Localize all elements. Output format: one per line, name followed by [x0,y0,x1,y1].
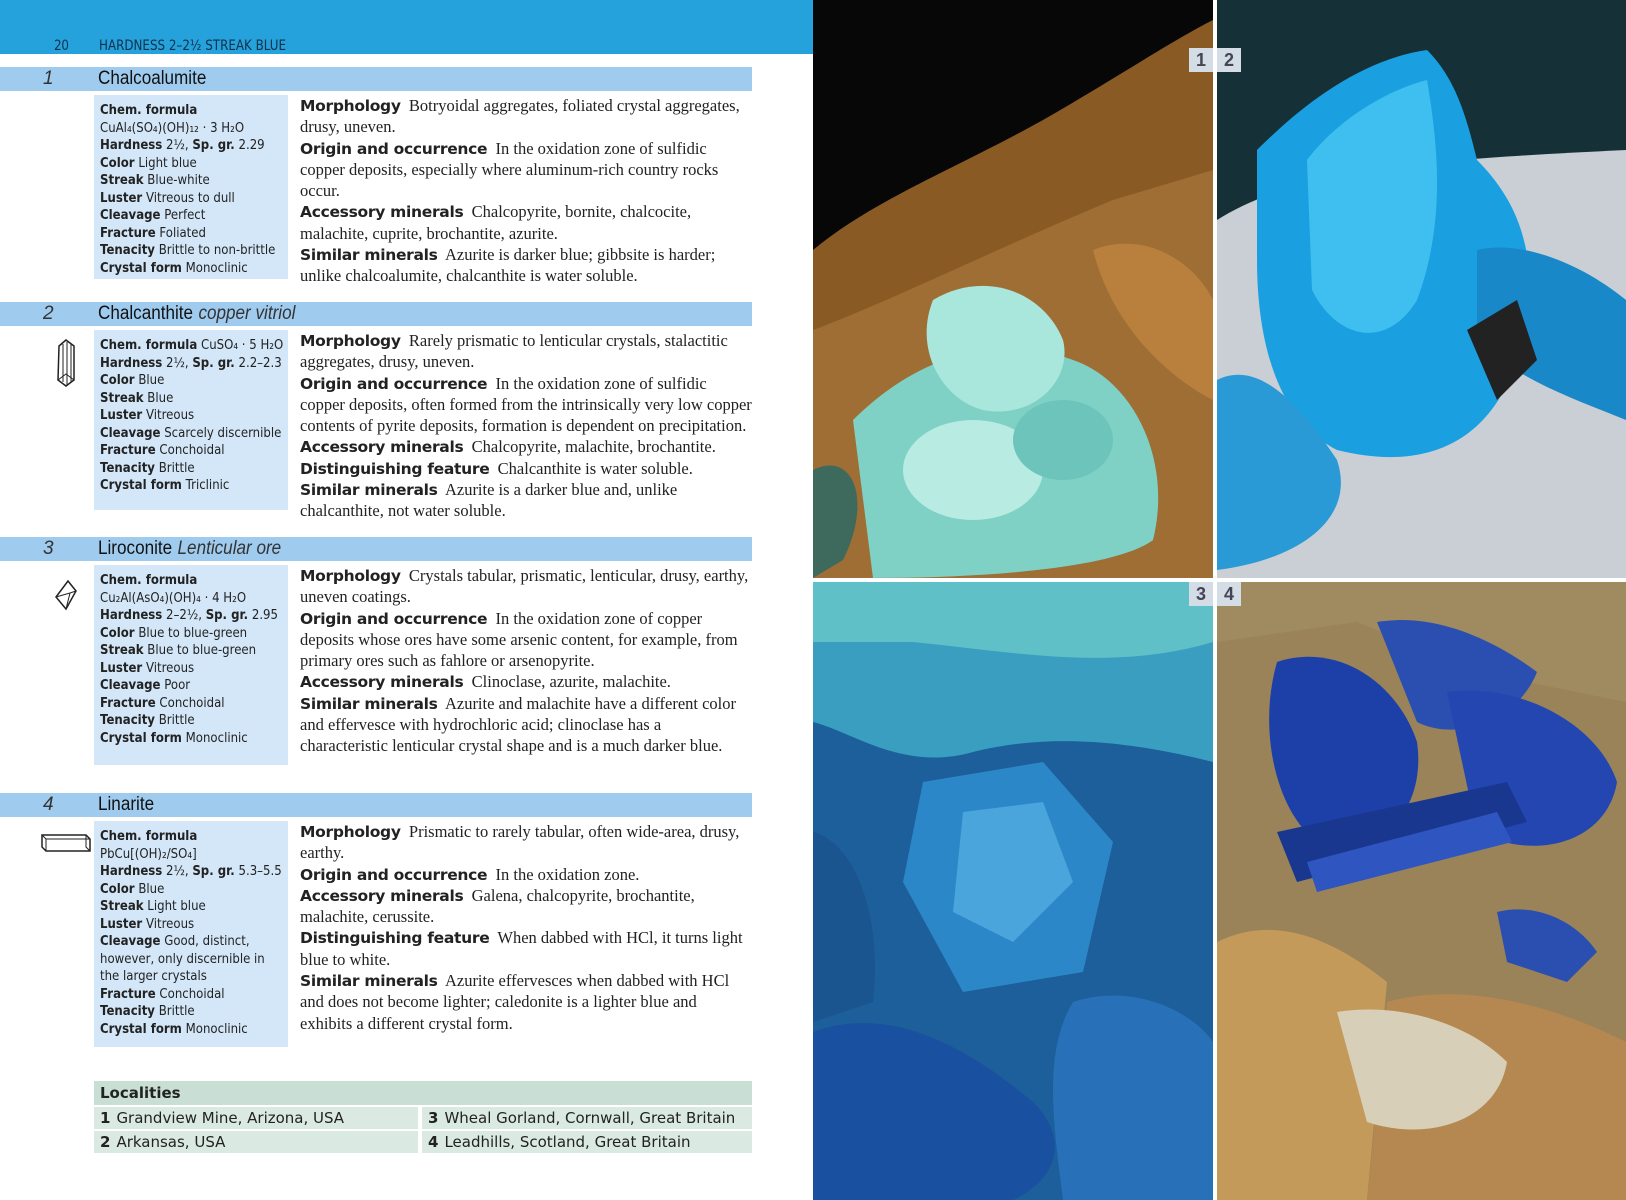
tenacity-line: Tenacity Brittle to non-brittle [100,242,276,258]
entry-number: 2 [43,303,54,324]
photo-linarite [1217,582,1626,1200]
data-box [94,95,288,279]
distinguishing-text: Distinguishing feature Chalcanthite is water soluble. [300,458,693,478]
cleavage-line: Cleavage Scarcely discernible [100,424,282,441]
morphology-text: Morphology Rarely prismatic to lenticular crystals, stalactitic aggregates, drusy, uneven. [300,331,728,372]
entry-title-bar [0,302,752,326]
description [300,330,752,522]
accessory-text: Accessory minerals Chalcopyrite, malachite, brochantite. [300,437,716,457]
color-line: Color Blue [100,880,165,897]
similar-text: Similar minerals Azurite effervesces when dabbed with HCl and does not become lighter; caledonite is a lighter blue and exhibits a different crystal form. [300,971,730,1033]
mineral-entry-linarite [0,793,752,1048]
accessory-text: Accessory minerals Chalcopyrite, bornite, chalcocite, malachite, cuprite, brochantite, azurite. [300,202,692,243]
tenacity-line: Tenacity Brittle [100,459,195,476]
origin-text: Origin and occurrence In the oxidation zone. [300,864,640,884]
entry-number: 1 [43,68,54,89]
locality-item: 1 Grandview Mine, Arizona, USA [94,1107,418,1129]
similar-text: Similar minerals Azurite and malachite have a different color and effervesce with hydrochloric acid; clinoclase has a characteristic lenticular crystal shape and is a much darker blue. [300,693,737,756]
locality-item: 4 Leadhills, Scotland, Great Britain [422,1131,752,1153]
alternate-name: copper vitriol [198,303,296,324]
origin-text: Origin and occurrence In the oxidation zone of sulfidic copper deposits, often formed from the intrinsically very low copper contents of pyrite deposits, formation is dependent on precipitation. [300,373,752,436]
cleavage-line: Cleavage Perfect [100,207,206,223]
formula: PbCu[(OH)₂/SO₄] [100,845,197,862]
crystal-form-line: Crystal form Monoclinic [100,259,248,276]
hardness-line: Hardness 2½, Sp. gr. 5.3–5.5 [100,863,282,879]
description [300,95,752,287]
crystal-tabular-icon [40,831,92,855]
page-number: 20 [54,38,69,54]
alternate-name: Lenticular ore [177,538,282,559]
cleavage-line: Cleavage Poor [100,677,191,693]
distinguishing-text: Distinguishing feature When dabbed with HCl, it turns light blue to white. [300,928,743,969]
localities-row [94,1131,752,1153]
mineral-entry-liroconite [0,537,752,771]
localities-row [94,1107,752,1129]
streak-line: Streak Light blue [100,898,206,914]
color-line: Color Blue [100,372,165,388]
mineral-name: Liroconite Lenticular ore [98,538,282,559]
tenacity-line: Tenacity Brittle [100,712,195,728]
photo-chalcoalumite [813,0,1213,578]
page-heading: HARDNESS 2–2½ STREAK BLUE [99,38,287,54]
photo-tag-3: 3 [1189,582,1213,606]
formula-label: Chem. formula [100,102,198,118]
header-band [0,0,813,54]
similar-text: Similar minerals Azurite is darker blue; gibbsite is harder; unlike chalcoalumite, chalcanthite is water soluble. [300,245,716,286]
formula-label: Chem. formula [100,572,198,588]
luster-line: Luster Vitreous [100,659,195,676]
fracture-line: Fracture Conchoidal [100,985,225,1002]
streak-line: Streak Blue to blue-green [100,642,257,658]
crystal-form-line: Crystal form Monoclinic [100,1020,248,1037]
data-box [94,330,288,510]
formula: Cu₂Al(AsO₄)(OH)₄ · 4 H₂O [100,589,247,606]
entry-title-bar [0,793,752,817]
fracture-line: Fracture Foliated [100,224,206,241]
mineral-entry-chalcanthite [0,302,752,521]
crystal-prism-icon [54,338,78,388]
origin-text: Origin and occurrence In the oxidation zone of sulfidic copper deposits, especially where aluminum-rich country rocks occur. [300,138,719,201]
fracture-line: Fracture Conchoidal [100,694,225,711]
mineral-name: Linarite [98,794,155,815]
crystal-form-line: Crystal form Triclinic [100,477,230,493]
luster-line: Luster Vitreous [100,407,195,423]
morphology-text: Morphology Botryoidal aggregates, foliated crystal aggregates, drusy, uneven. [300,96,740,137]
luster-line: Luster Vitreous [100,915,195,932]
formula-label: Chem. formula [100,828,198,844]
photo-liroconite [813,582,1213,1200]
streak-line: Streak Blue [100,389,174,406]
formula: CuAl₄(SO₄)(OH)₁₂ · 3 H₂O [100,119,245,136]
morphology-text: Morphology Crystals tabular, prismatic, lenticular, drusy, earthy, uneven coatings. [300,566,749,607]
color-line: Color Light blue [100,154,197,171]
color-line: Color Blue to blue-green [100,624,248,641]
photo-tag-1: 1 [1189,48,1213,72]
accessory-text: Accessory minerals Clinoclase, azurite, malachite. [300,672,671,692]
crystal-lenticular-icon [52,577,80,613]
luster-line: Luster Vitreous to dull [100,189,235,206]
locality-item: 3 Wheal Gorland, Cornwall, Great Britain [422,1107,752,1129]
photo-tag-2: 2 [1217,48,1241,72]
entry-title-bar [0,67,752,91]
mineral-name: Chalcoalumite [98,68,207,89]
similar-text: Similar minerals Azurite is a darker blue and, unlike chalcanthite, not water soluble. [300,480,678,521]
description [300,821,752,1034]
hardness-line: Hardness 2–2½, Sp. gr. 2.95 [100,607,278,623]
locality-item: 2 Arkansas, USA [94,1131,418,1153]
entry-number: 3 [43,538,54,559]
entry-number: 4 [43,794,54,815]
photo-tag-4: 4 [1217,582,1241,606]
crystal-form-line: Crystal form Monoclinic [100,729,248,746]
data-box [94,821,288,1047]
formula-line: Chem. formula CuSO₄ · 5 H₂O [100,337,284,353]
entry-title-bar [0,537,752,561]
mineral-entry-chalcoalumite [0,67,752,286]
cleavage-line: Cleavage Good, distinct, however, only discernible in the larger crystals [100,933,265,984]
streak-line: Streak Blue-white [100,172,210,188]
origin-text: Origin and occurrence In the oxidation zone of copper deposits whose ores have some arsenic content, for example, from primary ores such as fahlore or arsenopyrite. [300,608,738,671]
fracture-line: Fracture Conchoidal [100,442,225,458]
localities-title: Localities [94,1081,752,1105]
morphology-text: Morphology Prismatic to rarely tabular, often wide-area, drusy, earthy. [300,822,740,863]
hardness-line: Hardness 2½, Sp. gr. 2.29 [100,137,265,153]
photo-chalcanthite [1217,0,1626,578]
localities-table [94,1081,752,1153]
hardness-line: Hardness 2½, Sp. gr. 2.2–2.3 [100,354,282,371]
data-box [94,565,288,765]
accessory-text: Accessory minerals Galena, chalcopyrite, brochantite, malachite, cerussite. [300,885,695,927]
description [300,565,752,757]
mineral-name: Chalcanthite copper vitriol [98,303,296,324]
tenacity-line: Tenacity Brittle [100,1003,195,1019]
